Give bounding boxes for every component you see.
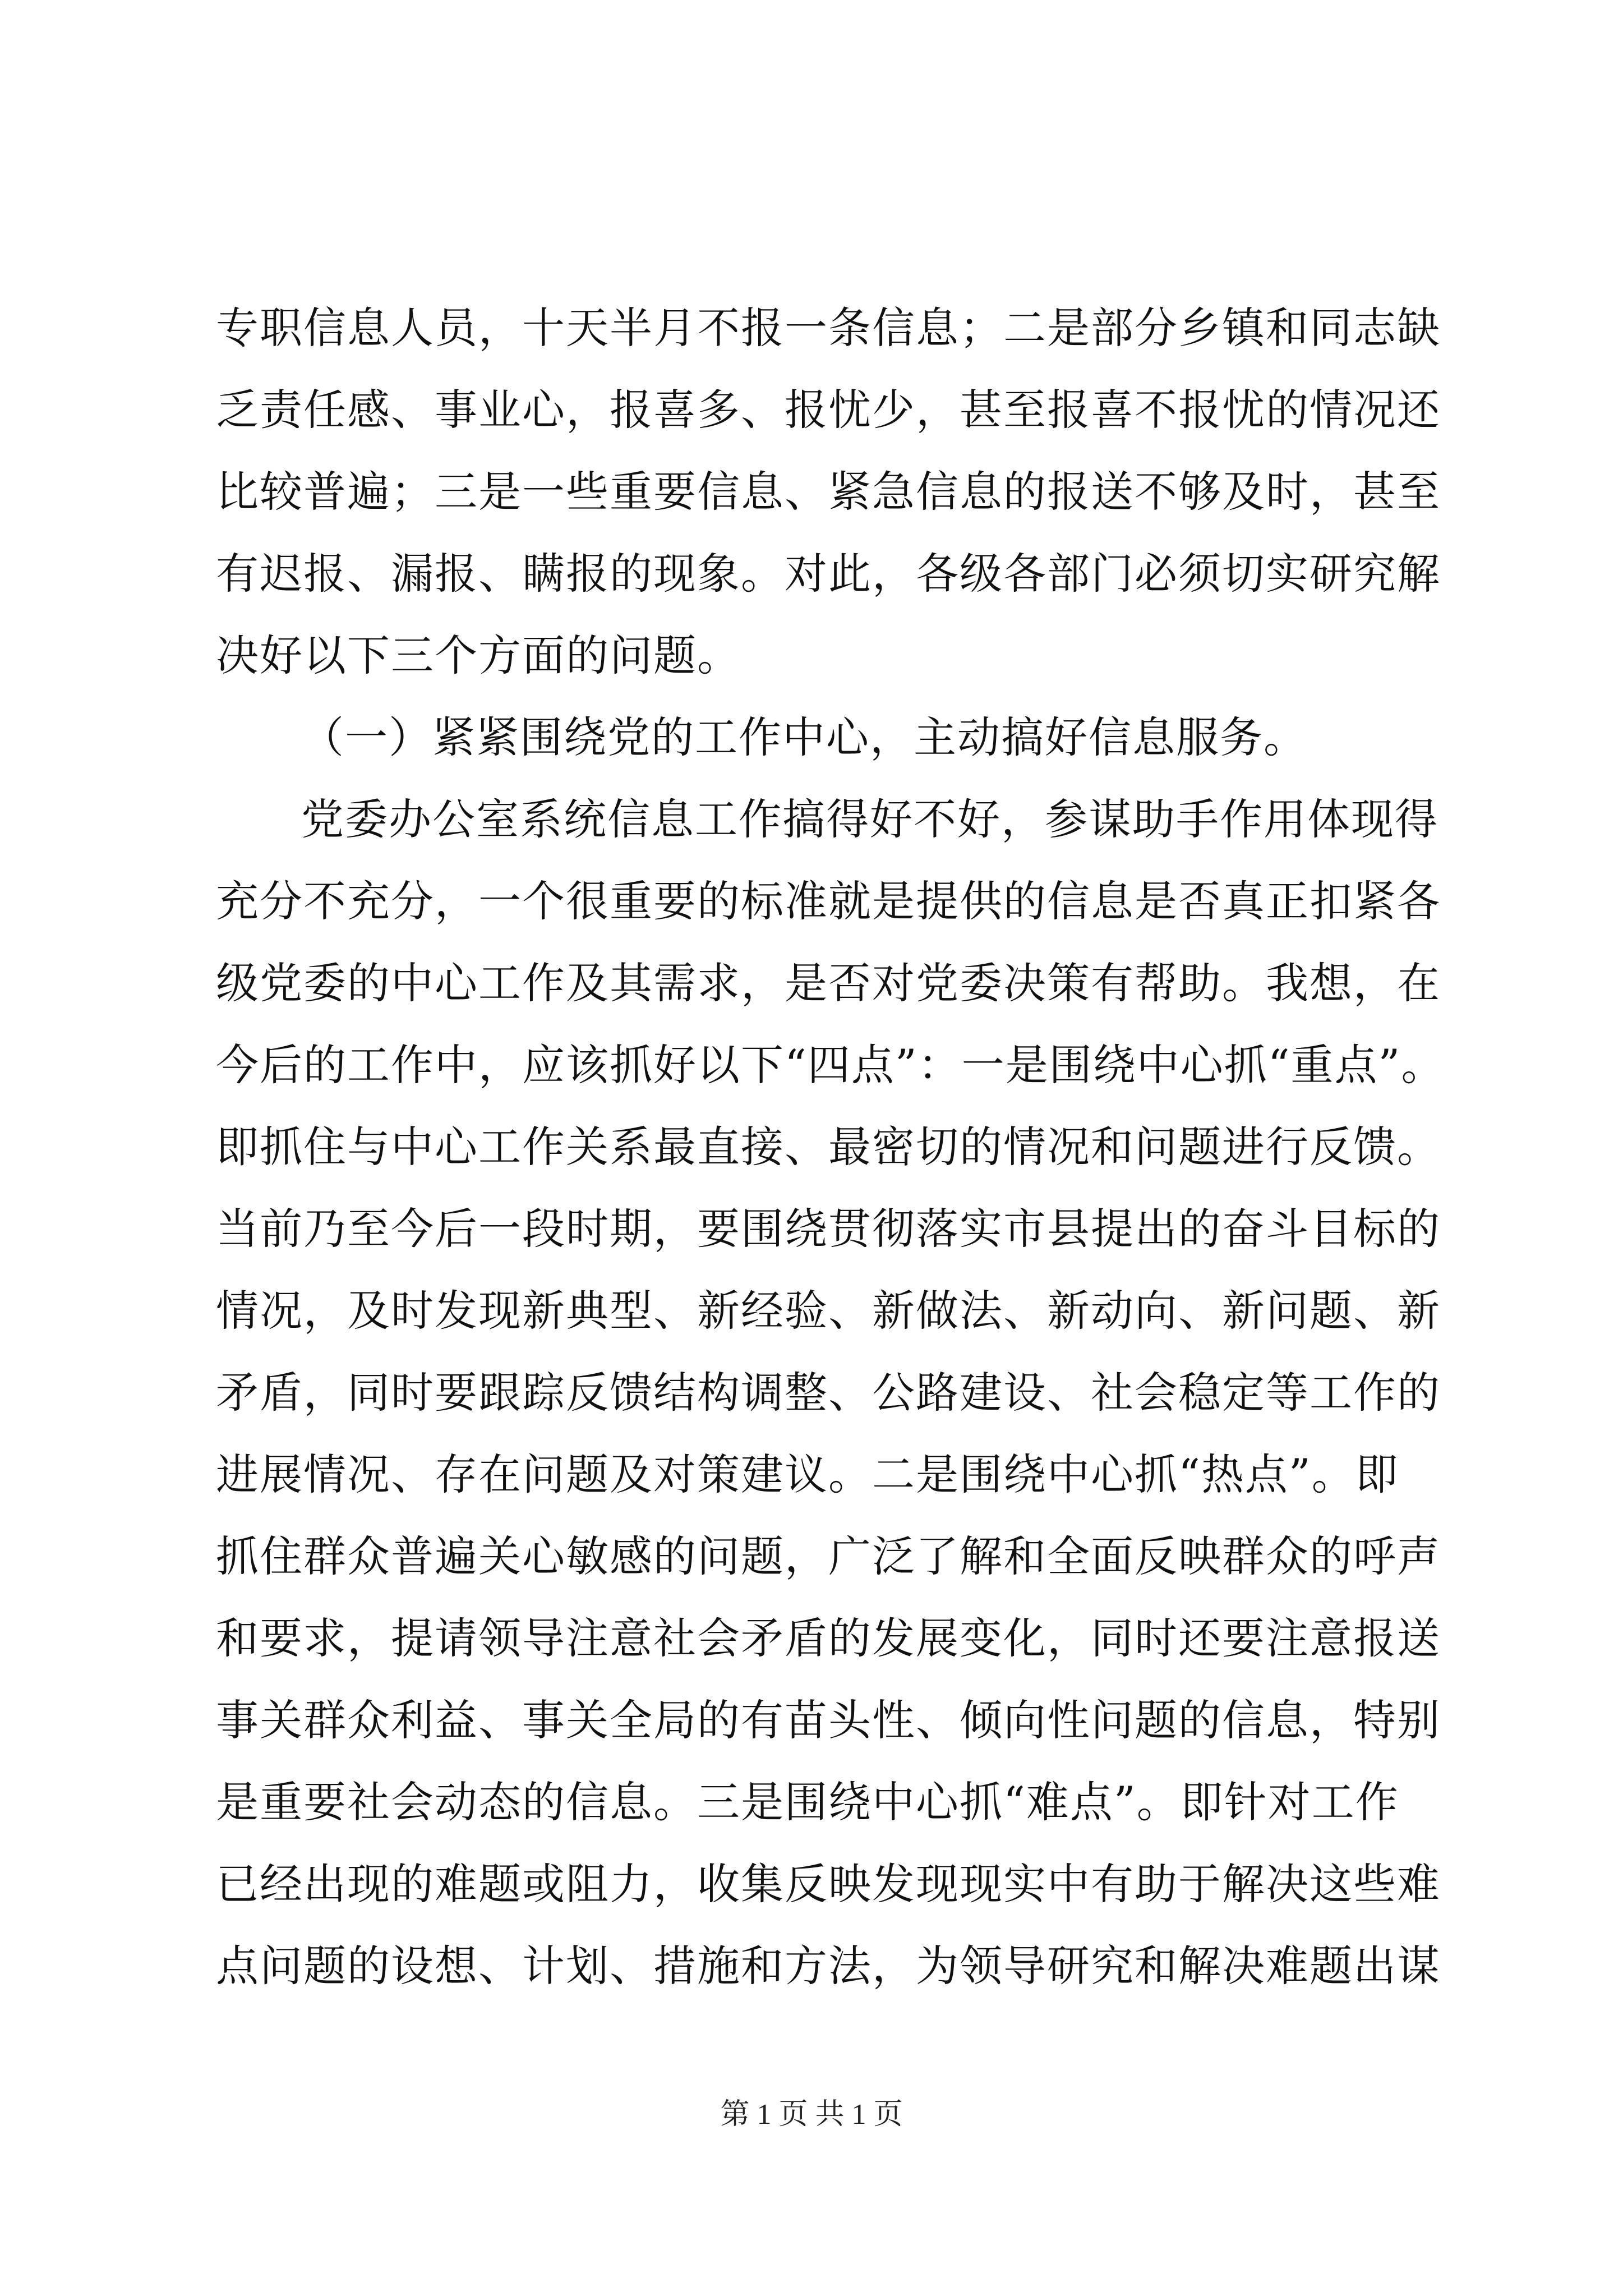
body-text <box>216 287 1445 2007</box>
text-line: 抓住群众普遍关心敏感的问题，广泛了解和全面反映群众的呼声 <box>216 1531 1441 1581</box>
text-line: 今后的工作中，应该抓好以下“四点”：一是围绕中心抓“重点”。 <box>216 1040 1445 1090</box>
paragraph-first-line: 党委办公室系统信息工作搞得好不好，参谋助手作用体现得 <box>301 794 1438 844</box>
text-line: 情况，及时发现新典型、新经验、新做法、新动向、新问题、新 <box>216 1286 1441 1336</box>
text-line: 即抓住与中心工作关系最直接、最密切的情况和问题进行反馈。 <box>216 1122 1441 1172</box>
text-line: 矛盾，同时要跟踪反馈结构调整、公路建设、社会稳定等工作的 <box>216 1368 1441 1418</box>
text-line: 专职信息人员，十天半月不报一条信息；二是部分乡镇和同志缺 <box>216 303 1441 353</box>
text-line: 级党委的中心工作及其需求，是否对党委决策有帮助。我想，在 <box>216 958 1441 1008</box>
text-line: 和要求，提请领导注意社会矛盾的发展变化，同时还要注意报送 <box>216 1613 1441 1663</box>
text-line: 点问题的设想、计划、措施和方法，为领导研究和解决难题出谋 <box>216 1941 1441 1991</box>
text-line: 是重要社会动态的信息。三是围绕中心抓“难点”。即针对工作 <box>216 1777 1399 1827</box>
text-line: 进展情况、存在问题及对策建议。二是围绕中心抓“热点”。即 <box>216 1450 1399 1499</box>
text-line: 有迟报、漏报、瞒报的现象。对此，各级各部门必须切实研究解 <box>216 549 1441 599</box>
text-line: 事关群众利益、事关全局的有苗头性、倾向性问题的信息，特别 <box>216 1695 1441 1745</box>
text-line: 已经出现的难题或阻力，收集反映发现现实中有助于解决这些难 <box>216 1859 1441 1909</box>
text-line: 比较普遍；三是一些重要信息、紧急信息的报送不够及时，甚至 <box>216 467 1441 517</box>
text-line: 决好以下三个方面的问题。 <box>216 631 741 680</box>
text-line: 乏责任感、事业心，报喜多、报忧少，甚至报喜不报忧的情况还 <box>216 385 1441 435</box>
page-number-footer: 第 1 页 共 1 页 <box>720 2099 903 2131</box>
text-line: 充分不充分，一个很重要的标准就是提供的信息是否真正扣紧各 <box>216 876 1441 926</box>
text-line: 当前乃至今后一段时期，要围绕贯彻落实市县提出的奋斗目标的 <box>216 1204 1441 1254</box>
section-heading: （一）紧紧围绕党的工作中心，主动搞好信息服务。 <box>301 712 1307 762</box>
